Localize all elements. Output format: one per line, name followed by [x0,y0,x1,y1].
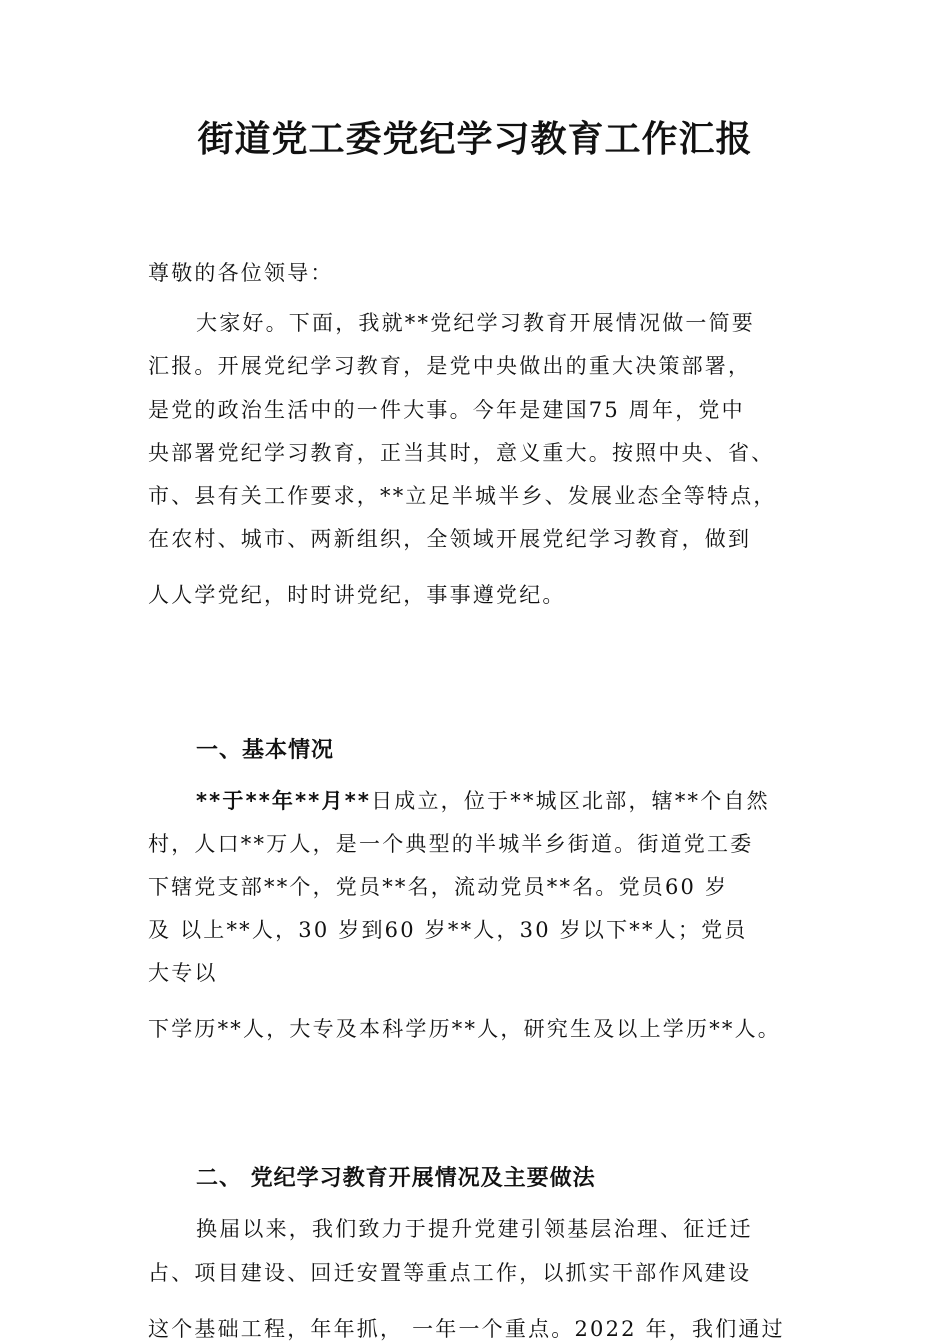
intro-line-2: 汇报。开展党纪学习教育，是党中央做出的重大决策部署， [148,354,752,378]
section-1-heading: 一、基本情况 [196,738,335,763]
intro-line-4: 央部署党纪学习教育，正当其时，意义重大。按照中央、省、 [148,441,775,465]
section-1-line-1-rest: 日成立，位于**城区北部，辖**个自然 [371,789,770,813]
section-1-line-2: 村，人口**万人，是一个典型的半城半乡街道。街道党工委 [148,832,754,856]
intro-line-3: 是党的政治生活中的一件大事。今年是建国75 周年，党中 [148,398,745,422]
section-1-founding-date: **于**年**月** [196,789,372,813]
section-1-line-4: 及 以上**人，30 岁到60 岁**人，30 岁以下**人；党员 [148,918,748,942]
section-1-line-3: 下辖党支部**个，党员**名，流动党员**名。党员60 岁 [148,875,729,899]
section-2-line-3: 这个基础工程，年年抓， 一年一个重点。2022 年，我们通过 [148,1317,785,1341]
intro-line-7: 人人学党纪，时时讲党纪，事事遵党纪。 [148,583,566,607]
intro-line-1: 大家好。下面，我就**党纪学习教育开展情况做一简要 [196,311,755,335]
document-title: 街道党工委党纪学习教育工作汇报 [197,119,753,160]
salutation: 尊敬的各位领导： [148,261,334,285]
intro-line-6: 在农村、城市、两新组织，全领域开展党纪学习教育，做到 [148,527,752,551]
section-2-heading: 二、 党纪学习教育开展情况及主要做法 [196,1166,596,1191]
section-1-line-1 [196,786,866,816]
intro-line-5: 市、县有关工作要求，**立足半城半乡、发展业态全等特点， [148,484,777,508]
section-2-line-1: 换届以来，我们致力于提升党建引领基层治理、征迁迁 [196,1217,753,1241]
section-1-line-5: 大专以 [148,961,218,985]
section-1-line-6: 下学历**人，大专及本科学历**人，研究生及以上学历**人。 [148,1017,781,1041]
section-2-line-2: 占、项目建设、回迁安置等重点工作，以抓实干部作风建设 [148,1261,752,1285]
